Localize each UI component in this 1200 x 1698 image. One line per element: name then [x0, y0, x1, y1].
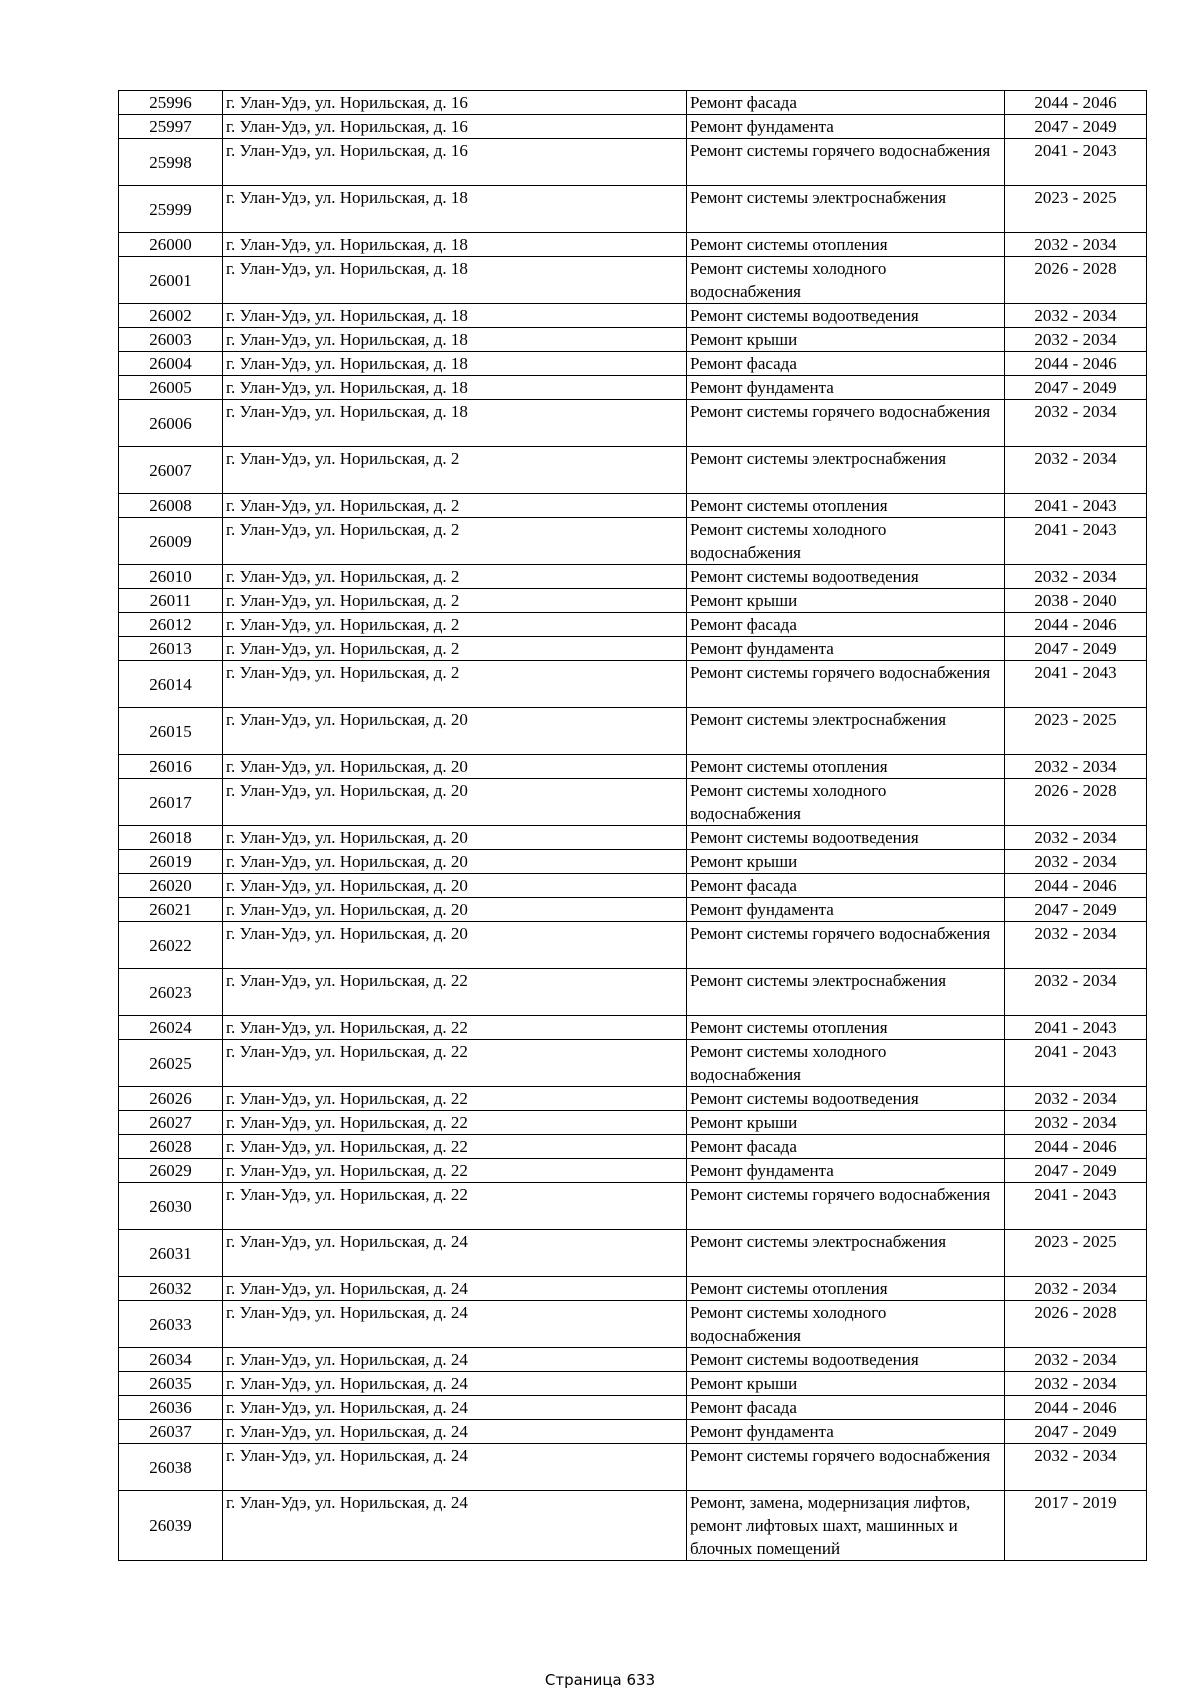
period-cell: 2032 - 2034: [1005, 850, 1147, 874]
row-number-cell: 26005: [119, 376, 223, 400]
table-row: [119, 494, 1147, 518]
period-cell: 2047 - 2049: [1005, 1420, 1147, 1444]
table-row: [119, 518, 1147, 565]
address-cell: г. Улан-Удэ, ул. Норильская, д. 2: [223, 589, 687, 613]
table-row: [119, 1135, 1147, 1159]
table-row: [119, 565, 1147, 589]
table-row: [119, 1183, 1147, 1230]
address-cell: г. Улан-Удэ, ул. Норильская, д. 24: [223, 1491, 687, 1561]
period-cell: 2041 - 2043: [1005, 661, 1147, 708]
period-cell: 2032 - 2034: [1005, 826, 1147, 850]
row-number-cell: 26006: [119, 400, 223, 447]
address-cell: г. Улан-Удэ, ул. Норильская, д. 20: [223, 922, 687, 969]
row-number-cell: 26022: [119, 922, 223, 969]
period-cell: 2047 - 2049: [1005, 1159, 1147, 1183]
work-type-cell: Ремонт системы холодного водоснабжения: [687, 518, 1005, 565]
period-cell: 2041 - 2043: [1005, 518, 1147, 565]
address-cell: г. Улан-Удэ, ул. Норильская, д. 20: [223, 898, 687, 922]
table-row: [119, 1111, 1147, 1135]
address-cell: г. Улан-Удэ, ул. Норильская, д. 24: [223, 1444, 687, 1491]
row-number-cell: 26018: [119, 826, 223, 850]
table-row: [119, 637, 1147, 661]
address-cell: г. Улан-Удэ, ул. Норильская, д. 24: [223, 1420, 687, 1444]
period-cell: 2032 - 2034: [1005, 328, 1147, 352]
period-cell: 2032 - 2034: [1005, 1372, 1147, 1396]
work-type-cell: Ремонт крыши: [687, 850, 1005, 874]
row-number-cell: 26000: [119, 233, 223, 257]
table-row: [119, 257, 1147, 304]
period-cell: 2032 - 2034: [1005, 1277, 1147, 1301]
row-number-cell: 26028: [119, 1135, 223, 1159]
period-cell: 2032 - 2034: [1005, 969, 1147, 1016]
table-row: [119, 400, 1147, 447]
row-number-cell: 26004: [119, 352, 223, 376]
table-row: [119, 874, 1147, 898]
address-cell: г. Улан-Удэ, ул. Норильская, д. 16: [223, 91, 687, 115]
work-type-cell: Ремонт фундамента: [687, 376, 1005, 400]
table-row: [119, 1444, 1147, 1491]
work-type-cell: Ремонт системы отопления: [687, 1277, 1005, 1301]
address-cell: г. Улан-Удэ, ул. Норильская, д. 16: [223, 115, 687, 139]
table-row: [119, 1016, 1147, 1040]
address-cell: г. Улан-Удэ, ул. Норильская, д. 20: [223, 708, 687, 755]
period-cell: 2032 - 2034: [1005, 755, 1147, 779]
period-cell: 2032 - 2034: [1005, 1111, 1147, 1135]
work-type-cell: Ремонт системы отопления: [687, 233, 1005, 257]
row-number-cell: 26027: [119, 1111, 223, 1135]
work-type-cell: Ремонт системы холодного водоснабжения: [687, 1301, 1005, 1348]
period-cell: 2041 - 2043: [1005, 1016, 1147, 1040]
table-row: [119, 969, 1147, 1016]
row-number-cell: 26033: [119, 1301, 223, 1348]
row-number-cell: 26030: [119, 1183, 223, 1230]
row-number-cell: 26009: [119, 518, 223, 565]
row-number-cell: 26012: [119, 613, 223, 637]
table-row: [119, 1301, 1147, 1348]
work-type-cell: Ремонт системы горячего водоснабжения: [687, 1183, 1005, 1230]
row-number-cell: 26007: [119, 447, 223, 494]
work-type-cell: Ремонт системы водоотведения: [687, 1348, 1005, 1372]
table-row: [119, 850, 1147, 874]
row-number-cell: 26008: [119, 494, 223, 518]
period-cell: 2044 - 2046: [1005, 1396, 1147, 1420]
row-number-cell: 26032: [119, 1277, 223, 1301]
period-cell: 2026 - 2028: [1005, 779, 1147, 826]
work-type-cell: Ремонт фундамента: [687, 115, 1005, 139]
table-row: [119, 779, 1147, 826]
period-cell: 2023 - 2025: [1005, 1230, 1147, 1277]
address-cell: г. Улан-Удэ, ул. Норильская, д. 18: [223, 257, 687, 304]
period-cell: 2041 - 2043: [1005, 139, 1147, 186]
period-cell: 2032 - 2034: [1005, 565, 1147, 589]
address-cell: г. Улан-Удэ, ул. Норильская, д. 18: [223, 376, 687, 400]
row-number-cell: 25999: [119, 186, 223, 233]
address-cell: г. Улан-Удэ, ул. Норильская, д. 2: [223, 494, 687, 518]
row-number-cell: 26014: [119, 661, 223, 708]
period-cell: 2044 - 2046: [1005, 874, 1147, 898]
row-number-cell: 26020: [119, 874, 223, 898]
table-body: [119, 91, 1147, 1561]
table-row: [119, 186, 1147, 233]
address-cell: г. Улан-Удэ, ул. Норильская, д. 2: [223, 565, 687, 589]
period-cell: 2047 - 2049: [1005, 115, 1147, 139]
row-number-cell: 26034: [119, 1348, 223, 1372]
address-cell: г. Улан-Удэ, ул. Норильская, д. 22: [223, 1183, 687, 1230]
row-number-cell: 26039: [119, 1491, 223, 1561]
address-cell: г. Улан-Удэ, ул. Норильская, д. 20: [223, 779, 687, 826]
address-cell: г. Улан-Удэ, ул. Норильская, д. 22: [223, 1111, 687, 1135]
period-cell: 2047 - 2049: [1005, 376, 1147, 400]
work-type-cell: Ремонт, замена, модернизация лифтов, ремонт лифтовых шахт, машинных и блочных помещений: [687, 1491, 1005, 1561]
table-row: [119, 304, 1147, 328]
address-cell: г. Улан-Удэ, ул. Норильская, д. 24: [223, 1277, 687, 1301]
work-type-cell: Ремонт системы электроснабжения: [687, 969, 1005, 1016]
address-cell: г. Улан-Удэ, ул. Норильская, д. 2: [223, 613, 687, 637]
period-cell: 2047 - 2049: [1005, 637, 1147, 661]
work-type-cell: Ремонт фасада: [687, 91, 1005, 115]
work-type-cell: Ремонт системы электроснабжения: [687, 708, 1005, 755]
work-type-cell: Ремонт системы горячего водоснабжения: [687, 1444, 1005, 1491]
period-cell: 2044 - 2046: [1005, 1135, 1147, 1159]
work-type-cell: Ремонт крыши: [687, 1111, 1005, 1135]
table-row: [119, 708, 1147, 755]
row-number-cell: 26025: [119, 1040, 223, 1087]
table-row: [119, 447, 1147, 494]
table-row: [119, 589, 1147, 613]
work-type-cell: Ремонт фундамента: [687, 637, 1005, 661]
row-number-cell: 26036: [119, 1396, 223, 1420]
address-cell: г. Улан-Удэ, ул. Норильская, д. 20: [223, 826, 687, 850]
period-cell: 2023 - 2025: [1005, 708, 1147, 755]
work-type-cell: Ремонт системы водоотведения: [687, 1087, 1005, 1111]
address-cell: г. Улан-Удэ, ул. Норильская, д. 2: [223, 637, 687, 661]
work-type-cell: Ремонт фундамента: [687, 1420, 1005, 1444]
address-cell: г. Улан-Удэ, ул. Норильская, д. 22: [223, 1040, 687, 1087]
work-type-cell: Ремонт крыши: [687, 328, 1005, 352]
row-number-cell: 26001: [119, 257, 223, 304]
address-cell: г. Улан-Удэ, ул. Норильская, д. 22: [223, 1016, 687, 1040]
work-type-cell: Ремонт фасада: [687, 1396, 1005, 1420]
work-type-cell: Ремонт системы холодного водоснабжения: [687, 779, 1005, 826]
table-row: [119, 613, 1147, 637]
address-cell: г. Улан-Удэ, ул. Норильская, д. 18: [223, 186, 687, 233]
table-row: [119, 139, 1147, 186]
row-number-cell: 26017: [119, 779, 223, 826]
table-row: [119, 115, 1147, 139]
table-row: [119, 1420, 1147, 1444]
work-type-cell: Ремонт фундамента: [687, 898, 1005, 922]
table-row: [119, 352, 1147, 376]
row-number-cell: 25998: [119, 139, 223, 186]
period-cell: 2023 - 2025: [1005, 186, 1147, 233]
row-number-cell: 26003: [119, 328, 223, 352]
row-number-cell: 26038: [119, 1444, 223, 1491]
work-type-cell: Ремонт системы водоотведения: [687, 565, 1005, 589]
address-cell: г. Улан-Удэ, ул. Норильская, д. 24: [223, 1301, 687, 1348]
address-cell: г. Улан-Удэ, ул. Норильская, д. 2: [223, 661, 687, 708]
row-number-cell: 26023: [119, 969, 223, 1016]
row-number-cell: 25996: [119, 91, 223, 115]
address-cell: г. Улан-Удэ, ул. Норильская, д. 18: [223, 352, 687, 376]
work-type-cell: Ремонт фундамента: [687, 1159, 1005, 1183]
table-row: [119, 826, 1147, 850]
work-type-cell: Ремонт фасада: [687, 1135, 1005, 1159]
work-type-cell: Ремонт системы отопления: [687, 1016, 1005, 1040]
table-row: [119, 328, 1147, 352]
row-number-cell: 26019: [119, 850, 223, 874]
period-cell: 2032 - 2034: [1005, 447, 1147, 494]
work-type-cell: Ремонт фасада: [687, 874, 1005, 898]
table-row: [119, 922, 1147, 969]
period-cell: 2026 - 2028: [1005, 1301, 1147, 1348]
period-cell: 2044 - 2046: [1005, 352, 1147, 376]
work-type-cell: Ремонт системы отопления: [687, 755, 1005, 779]
address-cell: г. Улан-Удэ, ул. Норильская, д. 18: [223, 304, 687, 328]
page-number: Страница 633: [544, 1671, 656, 1689]
table-row: [119, 376, 1147, 400]
work-type-cell: Ремонт системы электроснабжения: [687, 1230, 1005, 1277]
address-cell: г. Улан-Удэ, ул. Норильская, д. 20: [223, 850, 687, 874]
address-cell: г. Улан-Удэ, ул. Норильская, д. 22: [223, 1087, 687, 1111]
period-cell: 2026 - 2028: [1005, 257, 1147, 304]
work-type-cell: Ремонт системы холодного водоснабжения: [687, 1040, 1005, 1087]
table-row: [119, 661, 1147, 708]
row-number-cell: 26031: [119, 1230, 223, 1277]
table-row: [119, 1159, 1147, 1183]
row-number-cell: 26035: [119, 1372, 223, 1396]
table-row: [119, 898, 1147, 922]
period-cell: 2032 - 2034: [1005, 1348, 1147, 1372]
work-type-cell: Ремонт фасада: [687, 352, 1005, 376]
work-type-cell: Ремонт системы горячего водоснабжения: [687, 139, 1005, 186]
period-cell: 2032 - 2034: [1005, 1444, 1147, 1491]
table-row: [119, 233, 1147, 257]
address-cell: г. Улан-Удэ, ул. Норильская, д. 2: [223, 518, 687, 565]
address-cell: г. Улан-Удэ, ул. Норильская, д. 24: [223, 1372, 687, 1396]
table-row: [119, 1040, 1147, 1087]
work-type-cell: Ремонт фасада: [687, 613, 1005, 637]
address-cell: г. Улан-Удэ, ул. Норильская, д. 18: [223, 233, 687, 257]
work-type-cell: Ремонт системы электроснабжения: [687, 186, 1005, 233]
work-type-cell: Ремонт системы водоотведения: [687, 304, 1005, 328]
work-type-cell: Ремонт крыши: [687, 589, 1005, 613]
work-type-cell: Ремонт системы горячего водоснабжения: [687, 661, 1005, 708]
period-cell: 2032 - 2034: [1005, 1087, 1147, 1111]
address-cell: г. Улан-Удэ, ул. Норильская, д. 22: [223, 969, 687, 1016]
period-cell: 2041 - 2043: [1005, 1183, 1147, 1230]
address-cell: г. Улан-Удэ, ул. Норильская, д. 18: [223, 328, 687, 352]
table-row: [119, 1087, 1147, 1111]
period-cell: 2047 - 2049: [1005, 898, 1147, 922]
period-cell: 2044 - 2046: [1005, 613, 1147, 637]
table-row: [119, 1348, 1147, 1372]
work-type-cell: Ремонт системы отопления: [687, 494, 1005, 518]
row-number-cell: 25997: [119, 115, 223, 139]
period-cell: 2041 - 2043: [1005, 494, 1147, 518]
table-row: [119, 1277, 1147, 1301]
address-cell: г. Улан-Удэ, ул. Норильская, д. 20: [223, 755, 687, 779]
row-number-cell: 26013: [119, 637, 223, 661]
row-number-cell: 26029: [119, 1159, 223, 1183]
period-cell: 2032 - 2034: [1005, 304, 1147, 328]
row-number-cell: 26002: [119, 304, 223, 328]
address-cell: г. Улан-Удэ, ул. Норильская, д. 20: [223, 874, 687, 898]
table-row: [119, 1372, 1147, 1396]
work-type-cell: Ремонт системы горячего водоснабжения: [687, 922, 1005, 969]
table-row: [119, 1491, 1147, 1561]
work-type-cell: Ремонт системы холодного водоснабжения: [687, 257, 1005, 304]
works-table: [118, 90, 1147, 1561]
row-number-cell: 26026: [119, 1087, 223, 1111]
table-row: [119, 755, 1147, 779]
work-type-cell: Ремонт системы электроснабжения: [687, 447, 1005, 494]
address-cell: г. Улан-Удэ, ул. Норильская, д. 2: [223, 447, 687, 494]
table-row: [119, 1396, 1147, 1420]
row-number-cell: 26024: [119, 1016, 223, 1040]
address-cell: г. Улан-Удэ, ул. Норильская, д. 18: [223, 400, 687, 447]
period-cell: 2032 - 2034: [1005, 922, 1147, 969]
row-number-cell: 26011: [119, 589, 223, 613]
row-number-cell: 26037: [119, 1420, 223, 1444]
row-number-cell: 26015: [119, 708, 223, 755]
address-cell: г. Улан-Удэ, ул. Норильская, д. 22: [223, 1135, 687, 1159]
work-type-cell: Ремонт системы водоотведения: [687, 826, 1005, 850]
period-cell: 2038 - 2040: [1005, 589, 1147, 613]
address-cell: г. Улан-Удэ, ул. Норильская, д. 22: [223, 1159, 687, 1183]
address-cell: г. Улан-Удэ, ул. Норильская, д. 24: [223, 1230, 687, 1277]
row-number-cell: 26010: [119, 565, 223, 589]
work-type-cell: Ремонт крыши: [687, 1372, 1005, 1396]
period-cell: 2044 - 2046: [1005, 91, 1147, 115]
row-number-cell: 26016: [119, 755, 223, 779]
period-cell: 2032 - 2034: [1005, 400, 1147, 447]
address-cell: г. Улан-Удэ, ул. Норильская, д. 24: [223, 1396, 687, 1420]
table-row: [119, 1230, 1147, 1277]
table-row: [119, 91, 1147, 115]
address-cell: г. Улан-Удэ, ул. Норильская, д. 24: [223, 1348, 687, 1372]
period-cell: 2041 - 2043: [1005, 1040, 1147, 1087]
row-number-cell: 26021: [119, 898, 223, 922]
work-type-cell: Ремонт системы горячего водоснабжения: [687, 400, 1005, 447]
period-cell: 2017 - 2019: [1005, 1491, 1147, 1561]
address-cell: г. Улан-Удэ, ул. Норильская, д. 16: [223, 139, 687, 186]
period-cell: 2032 - 2034: [1005, 233, 1147, 257]
